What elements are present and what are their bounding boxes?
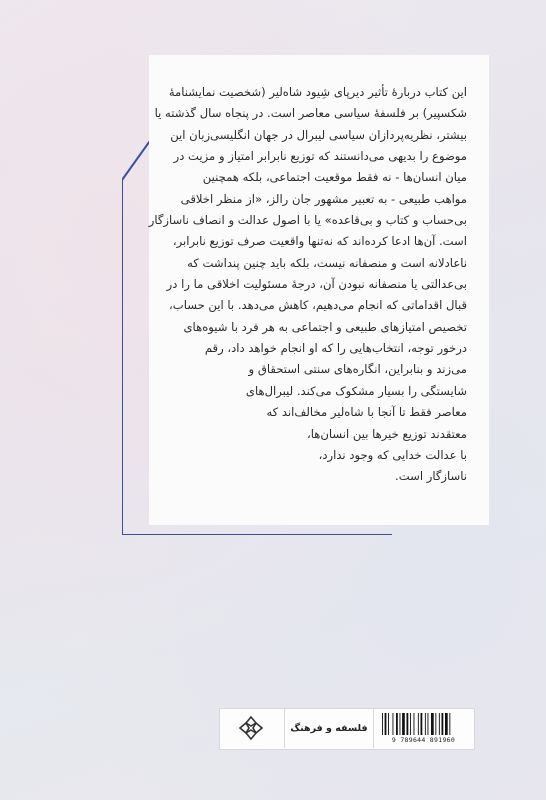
blurb-line: بی‌عدالتی یا منصفانه نبودن آن، درجهٔ مسئولیت اخلاقی ما را در <box>166 277 467 292</box>
blurb-line: بی‌حساب و کتاب و بی‌قاعده» یا با اصول عدالت و انصاف ناسازگار <box>148 213 467 228</box>
blurb-line: است. آن‌ها ادعا کرده‌اند که نه‌تنها واقعیت صرف توزیع نابرابر، <box>172 234 467 249</box>
back-cover-blurb <box>148 82 467 488</box>
blurb-line: قبال اقداماتی که انجام می‌دهیم، کاهش می‌دهد. با این حساب، <box>169 298 467 313</box>
blurb-line: میان انسان‌ها - نه فقط موقعیت اجتماعی، بلکه همچنین <box>202 170 467 185</box>
isbn-barcode <box>374 708 473 748</box>
blurb-line: ناعادلانه است و منصفانه نیست، بلکه باید چنین پنداشت که <box>187 255 467 270</box>
blurb-line: موضوع را بدیهی می‌دانستند که توزیع نابرابر امتیاز و مزیت در <box>173 149 467 164</box>
series-label: فلسفه و فرهنگ <box>284 708 374 748</box>
blurb-line: می‌زند و بنابراین، انگاره‌های سنتی استحقاق و <box>248 362 467 377</box>
blurb-line: درخور توجه، انتخاب‌هایی را که او انجام خواهد داد، رقم <box>204 341 467 356</box>
blurb-line: بیشتر، نظریه‌پردازان سیاسی لیبرال در جهان انگلیسی‌زبان این <box>170 127 467 142</box>
blurb-line: معتقدند توزیع خیرها بین انسان‌ها، <box>306 426 467 441</box>
blurb-line: تخصیص امتیازهای طبیعی و اجتماعی به هر فرد با شیوه‌های <box>183 319 467 334</box>
isbn-number: 9 789644 891960 <box>391 735 456 744</box>
blurb-line: شایستگی را بسیار مشکوک می‌کند. لیبرال‌های <box>245 383 467 398</box>
blurb-line: با عدالت خدایی که وجود ندارد، <box>318 447 467 462</box>
blurb-line: این کتاب دربارهٔ تأثیر دیرپای شِیود شاه‌لیر (شخصیت نمایشنامهٔ <box>168 85 467 99</box>
publisher-logo-icon <box>219 708 283 748</box>
blurb-line: ناسازگار است. <box>395 469 467 484</box>
blurb-line: مواهب طبیعی - به تعبیر مشهور جان رالز، «از منظر اخلاقی <box>180 191 467 206</box>
blurb-line: معاصر فقط تا آنجا با شاه‌لیر مخالف‌اند که <box>266 405 467 420</box>
blurb-line: شکسپیر) بر فلسفهٔ سیاسی معاصر است. در پنجاه سال گذشته یا <box>154 106 467 121</box>
barcode-icon <box>380 713 468 735</box>
